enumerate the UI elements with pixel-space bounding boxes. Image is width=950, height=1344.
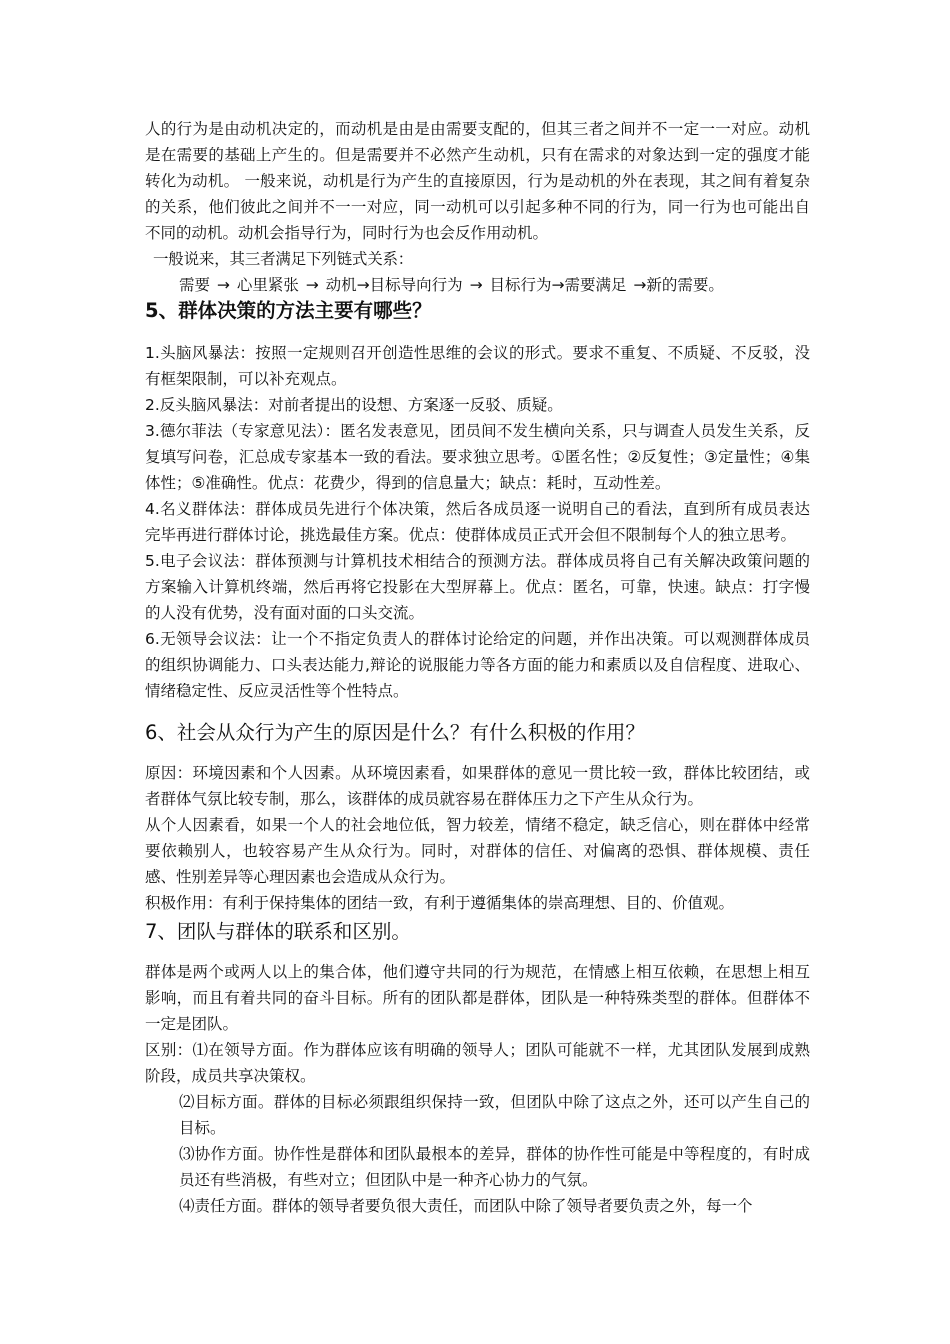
q7-paragraph: ⑵目标方面。群体的目标必须跟组织保持一致，但团队中除了这点之外，还可以产生自己的目标。 xyxy=(179,1093,810,1137)
q7-heading: 7、团队与群体的联系和区别。 xyxy=(145,920,411,943)
q7-paragraph: ⑶协作方面。协作性是群体和团队最根本的差异，群体的协作性可能是中等程度的，有时成员还有些消极，有些对立；但团队中是一种齐心协力的气氛。 xyxy=(179,1145,810,1189)
q6-paragraph: 积极作用：有利于保持集体的团结一致，有利于遵循集体的崇高理想、目的、价值观。 xyxy=(145,894,735,912)
q5-item: 5.电子会议法：群体预测与计算机技术相结合的预测方法。群体成员将自己有关解决政策问题的方案输入计算机终端，然后再将它投影在大型屏幕上。优点：匿名，可靠，快速。缺点：打字慢的人没有优势，没有面对面的口头交流。 xyxy=(145,552,810,622)
q6-paragraph: 从个人因素看，如果一个人的社会地位低，智力较差，情绪不稳定，缺乏信心，则在群体中经常要依赖别人，也较容易产生从众行为。同时，对群体的信任、对偏离的恐惧、群体规模、责任感、性别差异等心理因素也会造成从众行为。 xyxy=(145,816,810,886)
q7-paragraph: 群体是两个或两人以上的集合体，他们遵守共同的行为规范，在情感上相互依赖，在思想上相互影响，而且有着共同的奋斗目标。所有的团队都是群体，团队是一种特殊类型的群体。但群体不一定是团队。 xyxy=(145,963,810,1033)
q5-item: 2.反头脑风暴法：对前者提出的设想、方案逐一反驳、质疑。 xyxy=(145,396,563,414)
q5-item: 6.无领导会议法：让一个不指定负责人的群体讨论给定的问题，并作出决策。可以观测群体成员的组织协调能力、口头表达能力,辩论的说服能力等各方面的能力和素质以及自信程度、进取心、情绪稳定性、反应灵活性等个性特点。 xyxy=(145,630,810,700)
q5-item: 1.头脑风暴法：按照一定规则召开创造性思维的会议的形式。要求不重复、不质疑、不反驳，没有框架限制，可以补充观点。 xyxy=(145,344,810,388)
intro-paragraph: 人的行为是由动机决定的，而动机是由是由需要支配的，但其三者之间并不一定一一对应。动机是在需要的基础上产生的。但是需要并不必然产生动机，只有在需求的对象达到一定的强度才能转化为动机。 一般来说，动机是行为产生的直接原因，行为是动机的外在表现，其之间有着复杂的关系，他们彼此之间并不一一对应，同一动机可以引起多种不同的行为，同一行为也可能出自不同的动机。动机会指导行为，同时行为也会反作用动机。 xyxy=(145,120,810,242)
q6-paragraph: 原因：环境因素和个人因素。从环境因素看，如果群体的意见一贯比较一致，群体比较团结，或者群体气氛比较专制，那么，该群体的成员就容易在群体压力之下产生从众行为。 xyxy=(145,764,810,808)
q5-item: 4.名义群体法：群体成员先进行个体决策，然后各成员逐一说明自己的看法，直到所有成员表达完毕再进行群体讨论，挑选最佳方案。优点：使群体成员正式开会但不限制每个人的独立思考。 xyxy=(145,500,810,544)
q7-section xyxy=(145,917,810,1219)
q5-heading: 5、群体决策的方法主要有哪些？ xyxy=(145,299,432,322)
q6-section xyxy=(145,718,810,916)
q6-heading: 6、社会从众行为产生的原因是什么？有什么积极的作用？ xyxy=(145,721,645,744)
q7-paragraph: ⑷责任方面。群体的领导者要负很大责任，而团队中除了领导者要负责之外，每一个 xyxy=(179,1197,753,1215)
q5-item: 3.德尔菲法（专家意见法）：匿名发表意见，团员间不发生横向关系，只与调查人员发生关系，反复填写问卷，汇总成专家基本一致的看法。要求独立思考。①匿名性；②反复性；③定量性；④集体性；⑤准确性。优点：花费少，得到的信息量大；缺点：耗时，互动性差。 xyxy=(145,422,810,492)
q5-section xyxy=(145,296,810,704)
q7-paragraph: 区别：⑴在领导方面。作为群体应该有明确的领导人；团队可能就不一样，尤其团队发展到成熟阶段，成员共享决策权。 xyxy=(145,1041,810,1085)
intro-section xyxy=(145,116,810,298)
chain-lead: 一般说来，其三者满足下列链式关系： xyxy=(153,250,414,268)
chain-relation: 需要 → 心里紧张 → 动机→目标导向行为 → 目标行为→需要满足 →新的需要。 xyxy=(179,276,724,294)
